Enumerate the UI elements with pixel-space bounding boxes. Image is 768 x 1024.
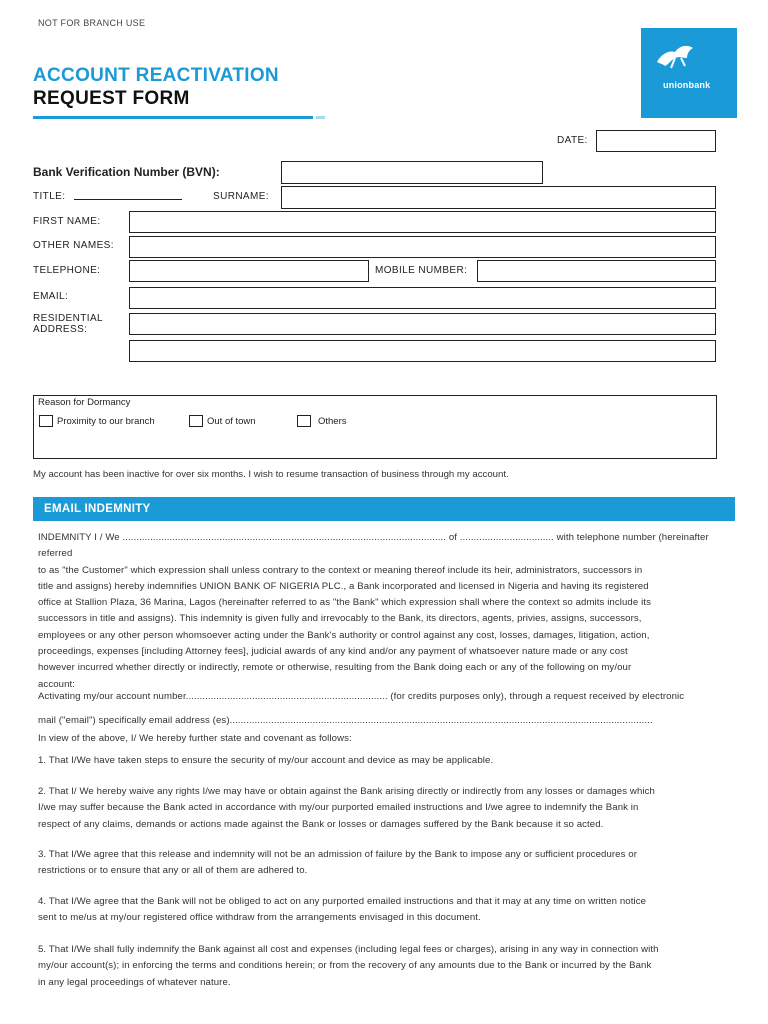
other-names-label: OTHER NAMES: <box>33 240 114 251</box>
indemnity-paragraph <box>38 530 738 693</box>
covenant-item-3 <box>38 847 738 880</box>
covenant-line: my/our account(s); in enforcing the terms and conditions herein; or from the recovery of any amounts due to the Bank or incurred by the Bank <box>38 960 652 972</box>
covenant-item-4 <box>38 894 738 927</box>
surname-field[interactable] <box>281 186 716 209</box>
indemnity-line: title and assigns) hereby indemnifies UNION BANK OF NIGERIA PLC., a Bank incorporated and licensed in Nigeria and having its registered <box>38 580 649 592</box>
indemnity-line: successors in title and assigns). This indemnity is given fully and irrevocably to the Bank, its directors, agents, privies, assigns, successors, <box>38 613 642 625</box>
indemnity-line: account: <box>38 678 76 690</box>
others-checkbox[interactable] <box>297 415 311 427</box>
surname-label: SURNAME: <box>213 191 269 202</box>
telephone-label: TELEPHONE: <box>33 265 101 276</box>
dormancy-heading: Reason for Dormancy <box>38 397 131 408</box>
inactive-statement: My account has been inactive for over six months. I wish to resume transaction of business through my account. <box>33 469 509 480</box>
proximity-checkbox[interactable] <box>39 415 53 427</box>
first-name-label: FIRST NAME: <box>33 216 101 227</box>
indemnity-line: however incurred whether directly or indirectly, remote or otherwise, resulting from the Bank doing each or any of the following on my/our <box>38 662 632 674</box>
others-label: Others <box>318 416 347 427</box>
bvn-field[interactable] <box>281 161 543 184</box>
email-indemnity-heading: EMAIL INDEMNITY <box>44 503 151 515</box>
union-bank-logo <box>641 28 737 118</box>
date-label: DATE: <box>557 135 588 146</box>
address-field-line1[interactable] <box>129 313 716 335</box>
first-name-field[interactable] <box>129 211 716 233</box>
date-field[interactable] <box>596 130 716 152</box>
covenant-item-1: 1. That I/We have taken steps to ensure the security of my/our account and device as may be applicable. <box>38 755 494 766</box>
address-field-line2[interactable] <box>129 340 716 362</box>
dormancy-section <box>33 395 717 459</box>
covenant-item-5 <box>38 942 738 991</box>
indemnity-line: employees or any other person whomsoever acting under the Bank's authority or control against any cost, losses, damages, litigation, action, <box>38 629 650 641</box>
page-title-line2: REQUEST FORM <box>33 88 190 109</box>
indemnity-line: INDEMNITY I / We ..................................................................................................................... of .................................. with telephone number (hereinafter referred <box>38 532 709 560</box>
email-field[interactable] <box>129 287 716 309</box>
mobile-label: MOBILE NUMBER: <box>375 265 468 276</box>
other-names-field[interactable] <box>129 236 716 258</box>
covenant-line: I/we may suffer because the Bank acted in accordance with my/our purported emailed instructions and I/we agree to indemnify the Bank in <box>38 802 639 814</box>
title-label: TITLE: <box>33 191 66 202</box>
not-for-branch-note: NOT FOR BRANCH USE <box>38 18 146 28</box>
covenant-line: 2. That I/ We hereby waive any rights I/we may have or obtain against the Bank arising directly or indirectly from any losses or damages which <box>38 786 655 797</box>
covenant-line: in any legal proceedings of whatever nature. <box>38 976 231 988</box>
covenant-line: sent to me/us at my/our registered office withdraw from the arrangements envisaged in this document. <box>38 912 481 924</box>
address-label-line2: ADDRESS: <box>33 324 88 335</box>
in-view-line: In view of the above, I/ We hereby further state and covenant as follows: <box>38 733 352 744</box>
out-of-town-checkbox[interactable] <box>189 415 203 427</box>
email-label: EMAIL: <box>33 291 69 302</box>
covenant-line: respect of any claims, demands or actions made against the Bank or losses or damages suffered by the Bank because it so acted. <box>38 818 604 830</box>
proximity-label: Proximity to our branch <box>57 416 155 427</box>
indemnity-line: to as "the Customer" which expression shall unless contrary to the context or meaning thereof include its heir, administrators, successors in <box>38 564 643 576</box>
indemnity-line: office at Stallion Plaza, 36 Marina, Lagos (hereinafter referred to as "the Bank" which expression shall where the context so admits include its <box>38 597 651 609</box>
covenant-line: 5. That I/We shall fully indemnify the Bank against all cost and expenses (including legal fees or charges), arising in any way in connection with <box>38 944 659 955</box>
indemnity-line: proceedings, expenses [including Attorney fees], judicial awards of any kind and/or any payment of whatsoever nature made or any cost <box>38 646 628 658</box>
covenant-line: 3. That I/We agree that this release and indemnity will not be an admission of failure by the Bank to impose any or sufficient procedures or <box>38 849 638 860</box>
address-label-line1: RESIDENTIAL <box>33 313 103 324</box>
covenant-line: restrictions or to ensure that any or all of them are adhered to. <box>38 865 308 877</box>
horse-icon <box>641 28 737 118</box>
email-address-line: mail ("email") specifically email address (es)......................................................................................................................................................... <box>38 715 653 726</box>
title-underline-accent <box>316 116 325 119</box>
bvn-label: Bank Verification Number (BVN): <box>33 165 220 179</box>
title-field[interactable] <box>74 199 182 200</box>
logo-text: unionbank <box>663 80 711 90</box>
page-title-line1: ACCOUNT REACTIVATION <box>33 65 279 86</box>
covenant-line: 4. That I/We agree that the Bank will not be obliged to act on any purported emailed instructions and that it may at any time on written notice <box>38 896 647 907</box>
out-of-town-label: Out of town <box>207 416 256 427</box>
covenant-item-2 <box>38 784 738 833</box>
mobile-field[interactable] <box>477 260 716 282</box>
email-indemnity-banner <box>33 497 735 521</box>
title-underline <box>33 116 313 119</box>
activating-line: Activating my/our account number......................................................................... (for credits purposes only), through a request received by electronic <box>38 691 685 702</box>
telephone-field[interactable] <box>129 260 369 282</box>
